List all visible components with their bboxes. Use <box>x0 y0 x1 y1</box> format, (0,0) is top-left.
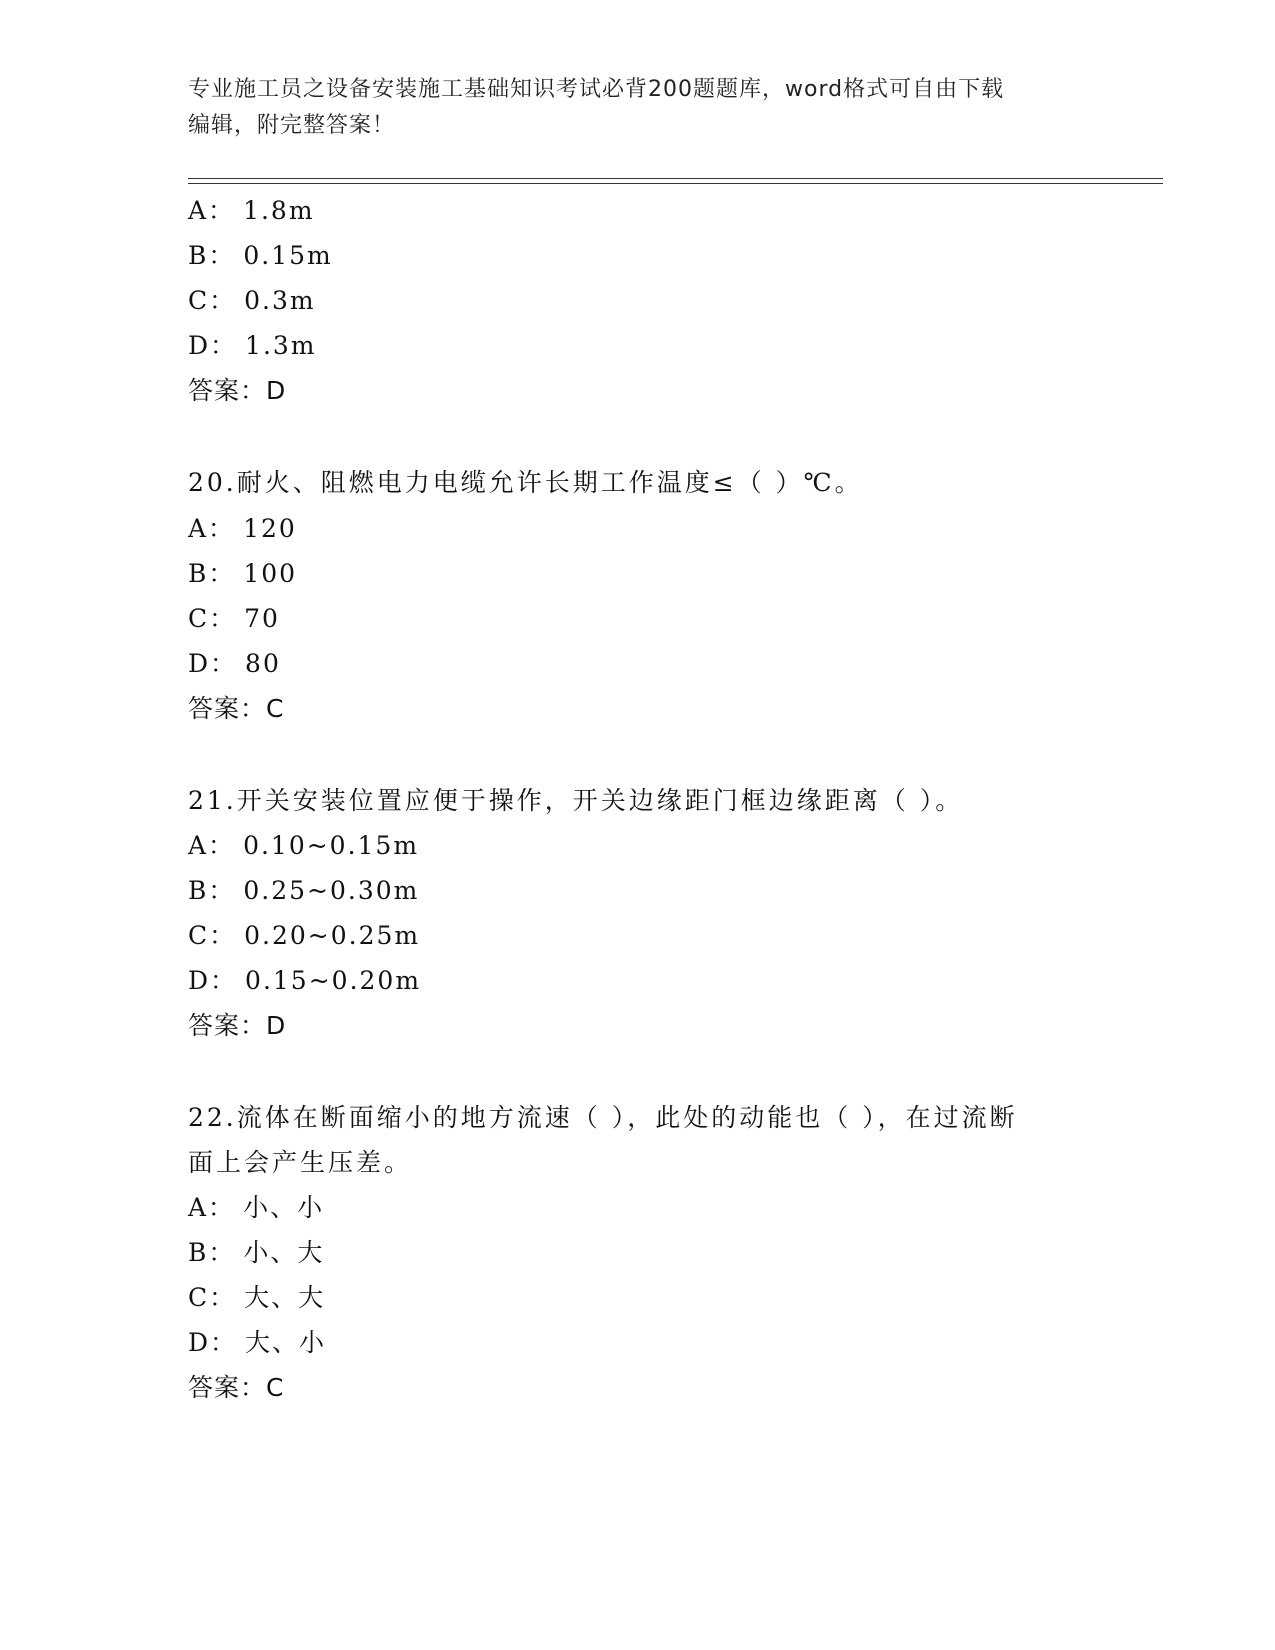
q22-option-d <box>188 1326 326 1360</box>
option-letter: A： <box>188 1193 236 1222</box>
option-letter: A： <box>188 831 236 860</box>
option-text: 120 <box>243 514 297 543</box>
option-letter: C： <box>188 1283 237 1312</box>
q20-option-b <box>188 557 297 591</box>
option-text: 1.3m <box>245 331 317 360</box>
option-letter: A： <box>188 514 236 543</box>
q21-answer: 答案：D <box>188 1011 287 1040</box>
option-letter: B： <box>188 241 236 270</box>
option-text: 0.15m <box>243 241 333 270</box>
header-divider-bottom <box>188 183 1163 184</box>
document-title-line-1: 专业施工员之设备安装施工基础知识考试必背200题题库，word格式可自由下载 <box>188 77 1005 102</box>
q22-option-c <box>188 1281 325 1315</box>
option-text: 大、大 <box>244 1283 326 1312</box>
option-letter: D： <box>188 649 238 678</box>
q20-option-d <box>188 647 281 681</box>
option-text: 100 <box>243 559 298 588</box>
q21-option-c <box>188 919 420 953</box>
option-letter: B： <box>188 1238 236 1267</box>
q21-option-d <box>188 964 421 998</box>
q20-answer: 答案：C <box>188 694 285 723</box>
option-text: 小、大 <box>243 1238 325 1267</box>
option-letter: C： <box>188 286 237 315</box>
header-divider-top <box>188 178 1163 179</box>
option-text: 小、小 <box>243 1193 325 1222</box>
option-text: 1.8m <box>243 196 315 225</box>
option-text: 0.10~0.15m <box>243 831 420 860</box>
option-letter: D： <box>188 331 238 360</box>
q21-question: 21.开关安装位置应便于操作，开关边缘距门框边缘距离（ ）。 <box>188 786 964 815</box>
q22-question-line-1: 22.流体在断面缩小的地方流速（ ），此处的动能也（ ），在过流断 <box>188 1103 1018 1132</box>
option-text: 70 <box>244 604 280 633</box>
q20-option-c <box>188 602 280 636</box>
q19-option-b <box>188 239 333 273</box>
q19-answer: 答案：D <box>188 376 287 405</box>
q22-option-b <box>188 1236 324 1270</box>
q19-option-c <box>188 284 316 318</box>
option-text: 大、小 <box>245 1328 327 1357</box>
option-letter: B： <box>188 876 236 905</box>
q20-option-a <box>188 512 297 546</box>
option-letter: C： <box>188 604 237 633</box>
option-text: 0.20~0.25m <box>244 921 421 950</box>
option-text: 0.3m <box>244 286 316 315</box>
option-letter: C： <box>188 921 237 950</box>
q22-question-line-2: 面上会产生压差。 <box>188 1148 413 1177</box>
q21-option-b <box>188 874 419 908</box>
q20-question: 20.耐火、阻燃电力电缆允许长期工作温度≤（ ）℃。 <box>188 468 863 497</box>
option-letter: D： <box>188 1328 238 1357</box>
q19-option-a <box>188 194 315 228</box>
option-text: 80 <box>245 649 281 678</box>
option-text: 0.25~0.30m <box>243 876 420 905</box>
option-letter: B： <box>188 559 236 588</box>
q22-option-a <box>188 1191 324 1225</box>
option-text: 0.15~0.20m <box>245 966 422 995</box>
document-title-line-2: 编辑，附完整答案！ <box>188 113 396 138</box>
option-letter: D： <box>188 966 238 995</box>
option-letter: A： <box>188 196 236 225</box>
document-header <box>188 72 1088 144</box>
q19-option-d <box>188 329 317 363</box>
q22-answer: 答案：C <box>188 1373 285 1402</box>
q21-option-a <box>188 829 419 863</box>
